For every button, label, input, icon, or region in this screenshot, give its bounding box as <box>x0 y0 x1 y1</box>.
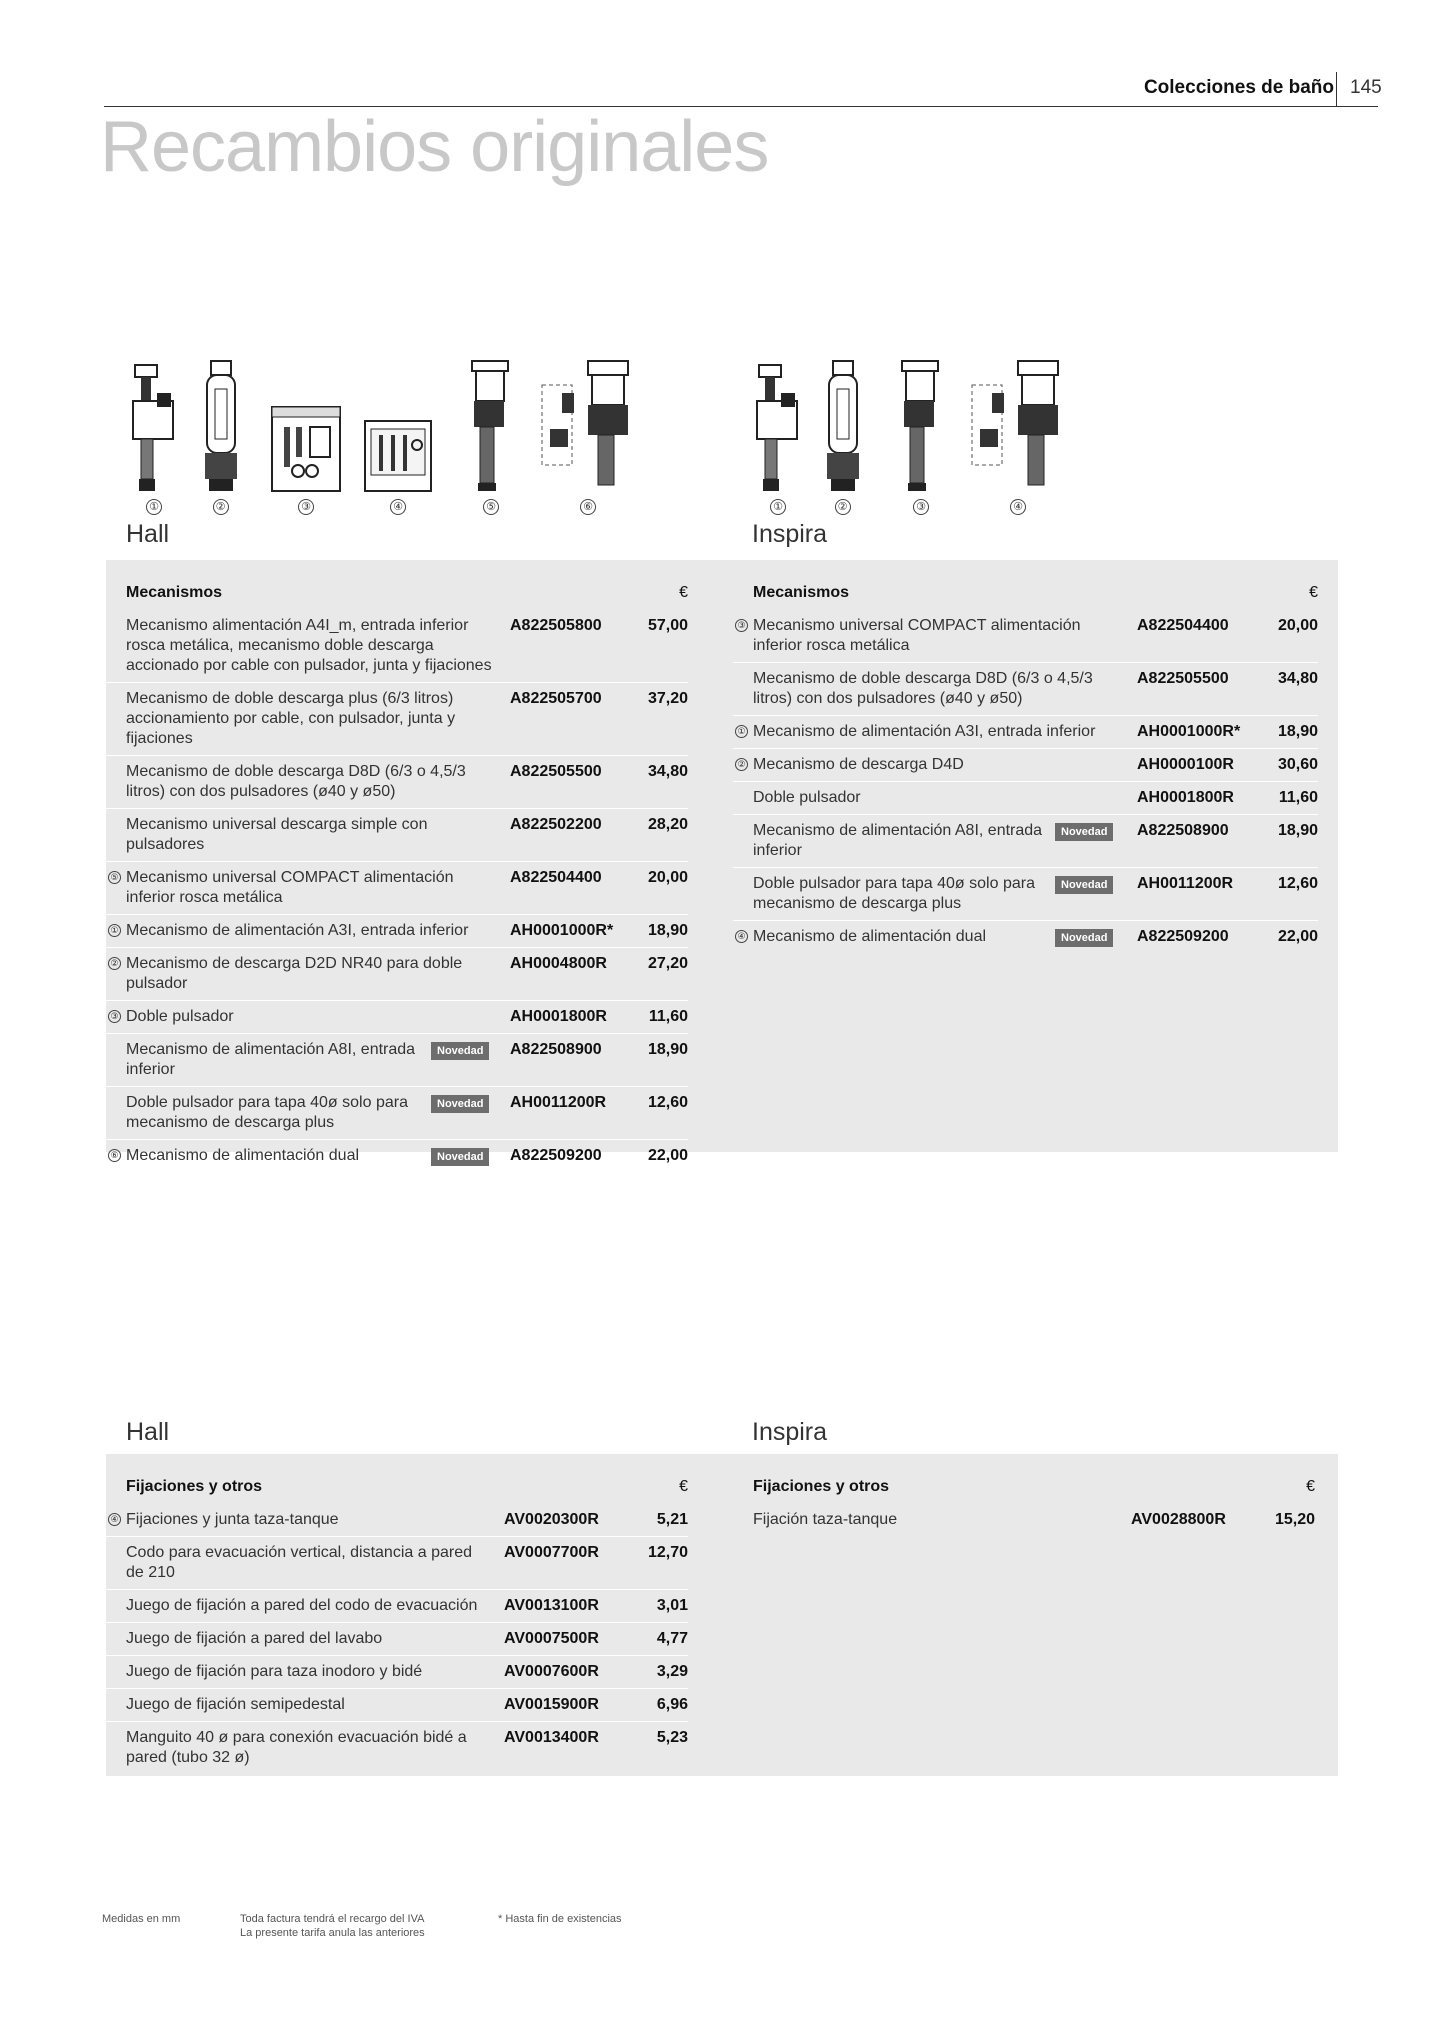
item-code: AH0001800R <box>510 1008 607 1025</box>
flush-valve-icon <box>201 359 241 493</box>
item-description: Doble pulsador <box>126 1008 234 1025</box>
figure-number: ④ <box>1010 499 1026 515</box>
hall-figures <box>124 345 643 515</box>
item-price: 15,20 <box>1274 1511 1315 1528</box>
figure-marker: ⑥ <box>108 1149 121 1162</box>
table-rows <box>733 610 1318 953</box>
item-code: A822505500 <box>1137 670 1229 687</box>
item-description: Mecanismo universal COMPACT alimentación inferior rosca metálica <box>753 617 1081 654</box>
item-description: Codo para evacuación vertical, distancia a pared de 210 <box>126 1544 472 1581</box>
hall-figure-5 <box>451 359 531 515</box>
item-description: Fijaciones y junta taza-tanque <box>126 1511 339 1528</box>
figure-marker: ② <box>735 758 748 771</box>
item-price: 11,60 <box>648 1008 688 1025</box>
compact-valve-icon <box>466 359 516 493</box>
footer-iva <box>240 1912 425 1940</box>
currency-label: € <box>679 584 688 601</box>
new-badge: Novedad <box>431 1148 489 1166</box>
item-price: 18,90 <box>1277 822 1318 839</box>
item-price: 18,90 <box>1277 723 1318 740</box>
item-code: AH0001800R <box>1137 789 1234 806</box>
item-code: AV0013400R <box>504 1729 599 1746</box>
item-description: Juego de fijación semipedestal <box>126 1696 345 1713</box>
table-row <box>733 1504 1315 1536</box>
inspira-figure-2 <box>810 359 875 515</box>
item-code: A822508900 <box>510 1041 602 1058</box>
figure-marker: ④ <box>735 930 748 943</box>
table-row <box>733 715 1318 748</box>
inspira-fixings-table <box>733 1474 1315 1536</box>
table-row <box>106 1504 688 1536</box>
item-price: 12,60 <box>647 1094 688 1111</box>
item-price: 34,80 <box>647 763 688 780</box>
item-description: Juego de fijación a pared del codo de evacuación <box>126 1597 478 1614</box>
hall-mechanisms-table <box>106 580 688 1172</box>
hall-fixings-table <box>106 1474 688 1774</box>
figure-number: ⑤ <box>483 499 499 515</box>
item-code: A822505800 <box>510 617 602 634</box>
inspira-subtitle: Inspira <box>752 520 828 548</box>
hall-figure-4 <box>353 419 443 515</box>
table-row <box>106 1000 688 1033</box>
item-description: Juego de fijación para taza inodoro y bidé <box>126 1663 423 1680</box>
item-code: AH0004800R <box>510 955 607 972</box>
table-row <box>106 1622 688 1655</box>
item-description: Manguito 40 ø para conexión evacuación bidé a pared (tubo 32 ø) <box>126 1729 467 1766</box>
item-code: A822505500 <box>510 763 602 780</box>
table-row <box>106 1033 688 1086</box>
item-price: 11,60 <box>1278 789 1318 806</box>
section-title: Colecciones de baño <box>1143 77 1334 98</box>
item-description: Mecanismo de alimentación dual <box>753 928 987 945</box>
item-code: AV0007600R <box>504 1663 599 1680</box>
item-code: AV0020300R <box>504 1511 599 1528</box>
table-row <box>106 1589 688 1622</box>
item-price: 20,00 <box>647 869 688 886</box>
table-row <box>106 1536 688 1589</box>
item-description: Mecanismo universal COMPACT alimentación inferior rosca metálica <box>126 869 454 906</box>
currency-label: € <box>679 1478 688 1495</box>
table-row <box>106 1688 688 1721</box>
footer-stock: * Hasta fin de existencias <box>498 1913 622 1925</box>
item-code: AH0000100R <box>1137 756 1234 773</box>
new-badge: Novedad <box>431 1095 489 1113</box>
inspira-figure-1 <box>748 363 808 515</box>
item-code: AV0007500R <box>504 1630 599 1647</box>
table-row <box>106 610 688 682</box>
table-row <box>733 748 1318 781</box>
new-badge: Novedad <box>1055 823 1113 841</box>
item-description: Mecanismo de alimentación A3I, entrada inferior <box>753 723 1096 740</box>
item-code: A822504400 <box>1137 617 1229 634</box>
figure-number: ② <box>213 499 229 515</box>
item-description: Mecanismo de descarga D2D NR40 para doble pulsador <box>126 955 463 992</box>
item-code: A822505700 <box>510 690 602 707</box>
item-code: AV0013100R <box>504 1597 599 1614</box>
item-description: Mecanismo de descarga D4D <box>753 756 964 773</box>
inspira-figure-3 <box>881 359 961 515</box>
hall-figure-2 <box>188 359 253 515</box>
table-row <box>733 814 1318 867</box>
item-price: 12,60 <box>1277 875 1318 892</box>
item-price: 28,20 <box>647 816 688 833</box>
item-description: Mecanismo de alimentación A8I, entrada inferior <box>753 822 1043 859</box>
table-row <box>106 914 688 947</box>
table-header-title: Mecanismos <box>126 584 223 601</box>
table-header <box>106 580 688 610</box>
item-description: Doble pulsador <box>753 789 861 806</box>
figure-number: ④ <box>390 499 406 515</box>
figure-marker: ① <box>108 924 121 937</box>
table-header-title: Fijaciones y otros <box>126 1478 263 1495</box>
figure-marker: ③ <box>735 619 748 632</box>
compact-valve-icon <box>896 359 946 493</box>
item-price: 6,96 <box>656 1696 688 1713</box>
item-price: 37,20 <box>647 690 688 707</box>
table-row <box>106 947 688 1000</box>
table-row <box>106 1139 688 1172</box>
table-row <box>733 867 1318 920</box>
item-code: AH0011200R <box>1137 875 1234 892</box>
inspira-mechanisms-table <box>733 580 1318 953</box>
table-rows <box>106 610 688 1172</box>
item-description: Mecanismo de doble descarga plus (6/3 litros) accionamiento por cable, con pulsador, junta y fijaciones <box>126 690 456 747</box>
item-price: 4,77 <box>656 1630 688 1647</box>
header-divider <box>1336 72 1337 106</box>
item-price: 57,00 <box>647 617 688 634</box>
item-code: A822509200 <box>510 1147 602 1164</box>
figure-marker: ③ <box>108 1010 121 1023</box>
item-price: 22,00 <box>647 1147 688 1164</box>
fill-valve-icon <box>755 363 801 493</box>
inspira-figures <box>748 345 1073 515</box>
item-code: A822504400 <box>510 869 602 886</box>
page-title: Recambios originales <box>100 107 769 187</box>
item-code: AH0011200R <box>510 1094 607 1111</box>
item-description: Mecanismo de alimentación dual <box>126 1147 360 1164</box>
table-row <box>733 920 1318 953</box>
item-description: Mecanismo universal descarga simple con pulsadores <box>126 816 428 853</box>
footer-iva-line2: La presente tarifa anula las anteriores <box>240 1927 425 1939</box>
inspira-subtitle: Inspira <box>752 1418 828 1446</box>
fixing-kit-icon <box>363 419 433 493</box>
table-row <box>106 808 688 861</box>
dual-valve-icon <box>968 359 1068 493</box>
item-price: 34,80 <box>1277 670 1318 687</box>
table-rows <box>106 1504 688 1774</box>
item-price: 22,00 <box>1277 928 1318 945</box>
table-row <box>733 662 1318 715</box>
table-header <box>733 580 1318 610</box>
item-price: 12,70 <box>647 1544 688 1561</box>
figure-number: ① <box>770 499 786 515</box>
table-header-title: Mecanismos <box>753 584 850 601</box>
hall-subtitle: Hall <box>126 1418 170 1446</box>
table-row <box>106 1086 688 1139</box>
currency-label: € <box>1309 584 1318 601</box>
item-description: Mecanismo de doble descarga D8D (6/3 o 4,5/3 litros) con dos pulsadores (ø40 y ø50) <box>126 763 466 800</box>
figure-number: ③ <box>298 499 314 515</box>
hall-figure-3 <box>261 405 351 515</box>
item-price: 3,29 <box>656 1663 688 1680</box>
item-description: Mecanismo de doble descarga D8D (6/3 o 4,5/3 litros) con dos pulsadores (ø40 y ø50) <box>753 670 1093 707</box>
item-code: A822508900 <box>1137 822 1229 839</box>
table-header-title: Fijaciones y otros <box>753 1478 890 1495</box>
table-header <box>106 1474 688 1504</box>
new-badge: Novedad <box>431 1042 489 1060</box>
item-price: 5,23 <box>656 1729 688 1746</box>
new-badge: Novedad <box>1055 876 1113 894</box>
figure-marker: ② <box>108 957 121 970</box>
item-code: A822502200 <box>510 816 602 833</box>
item-code: AH0001000R* <box>1137 723 1241 740</box>
item-price: 18,90 <box>647 1041 688 1058</box>
figure-number: ③ <box>913 499 929 515</box>
item-price: 3,01 <box>656 1597 688 1614</box>
figure-marker: ⑤ <box>108 871 121 884</box>
item-description: Mecanismo de alimentación A8I, entrada inferior <box>126 1041 416 1078</box>
dual-valve-icon <box>538 359 638 493</box>
figure-number: ① <box>146 499 162 515</box>
item-price: 30,60 <box>1277 756 1318 773</box>
item-description: Juego de fijación a pared del lavabo <box>126 1630 383 1647</box>
item-code: AV0007700R <box>504 1544 599 1561</box>
item-description: Doble pulsador para tapa 40ø solo para mecanismo de descarga plus <box>126 1094 408 1131</box>
table-row <box>106 861 688 914</box>
figure-number: ② <box>835 499 851 515</box>
hall-subtitle: Hall <box>126 520 170 548</box>
item-description: Mecanismo alimentación A4I_m, entrada inferior rosca metálica, mecanismo doble descarga accionado por cable con pulsador, junta y fijaciones <box>126 617 492 674</box>
item-description: Fijación taza-tanque <box>753 1511 898 1528</box>
table-row <box>106 1655 688 1688</box>
table-row <box>733 781 1318 814</box>
item-price: 5,21 <box>656 1511 688 1528</box>
item-code: AV0028800R <box>1131 1511 1226 1528</box>
figure-marker: ④ <box>108 1513 121 1526</box>
table-header <box>733 1474 1315 1504</box>
item-price: 20,00 <box>1277 617 1318 634</box>
item-description: Mecanismo de alimentación A3I, entrada inferior <box>126 922 469 939</box>
new-badge: Novedad <box>1055 929 1113 947</box>
table-rows <box>733 1504 1315 1536</box>
figure-number: ⑥ <box>580 499 596 515</box>
table-row <box>106 755 688 808</box>
table-row <box>106 1721 688 1774</box>
table-row <box>106 682 688 755</box>
item-price: 18,90 <box>647 922 688 939</box>
page-number: 145 <box>1350 77 1382 98</box>
item-price: 27,20 <box>647 955 688 972</box>
item-description: Doble pulsador para tapa 40ø solo para mecanismo de descarga plus <box>753 875 1035 912</box>
table-row <box>733 610 1318 662</box>
currency-label: € <box>1306 1478 1315 1495</box>
fill-valve-icon <box>131 363 177 493</box>
item-code: A822509200 <box>1137 928 1229 945</box>
item-code: AH0001000R* <box>510 922 614 939</box>
inspira-figure-4 <box>963 359 1073 515</box>
flush-valve-icon <box>823 359 863 493</box>
figure-marker: ① <box>735 725 748 738</box>
footer-measures: Medidas en mm <box>102 1913 181 1925</box>
push-button-kit-icon <box>270 405 342 493</box>
hall-figure-6 <box>533 359 643 515</box>
hall-figure-1 <box>124 363 184 515</box>
footer-iva-line1: Toda factura tendrá el recargo del IVA <box>240 1913 425 1925</box>
item-code: AV0015900R <box>504 1696 599 1713</box>
